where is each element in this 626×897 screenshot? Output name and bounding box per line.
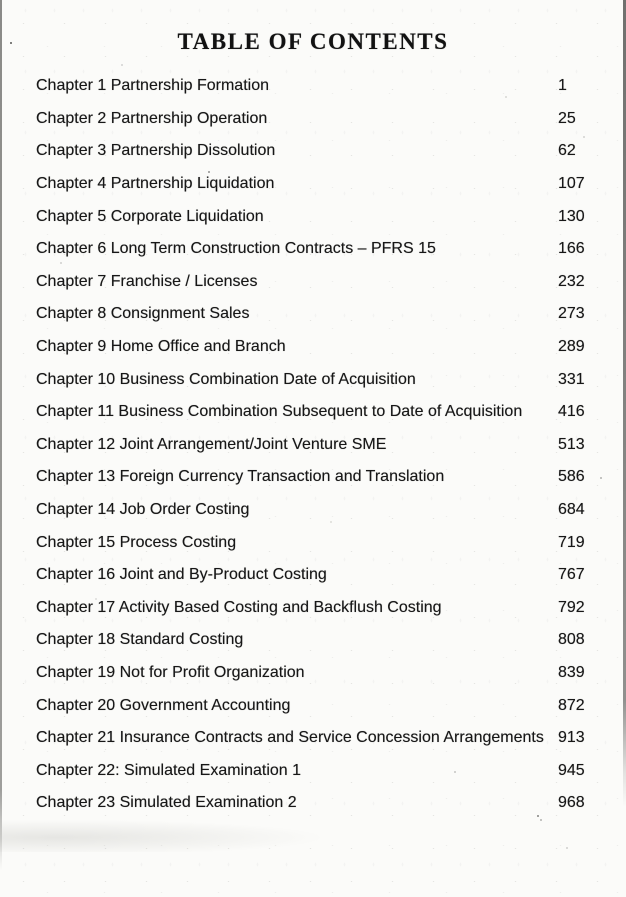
page-title: TABLE OF CONTENTS [177, 29, 449, 54]
toc-entry-label: Chapter 15 Process Costing [36, 533, 237, 551]
toc-entry-page: 839 [558, 663, 585, 681]
toc-entry-label: Chapter 9 Home Office and Branch [36, 338, 286, 356]
toc-entry-label: Chapter 4 Partnership Liquidation [36, 175, 275, 193]
scan-smudge [0, 820, 320, 852]
toc-entry-label: Chapter 22: Simulated Examination 1 [36, 761, 302, 779]
toc-entry-page: 273 [558, 305, 585, 323]
toc-entry-label: Chapter 6 Long Term Construction Contracts – PFRS 15 [36, 240, 436, 258]
toc-row [0, 200, 626, 233]
toc-entry-page: 416 [558, 403, 585, 421]
toc-entry-label: Chapter 10 Business Combination Date of Acquisition [36, 370, 416, 388]
toc-entry-label: Chapter 11 Business Combination Subsequent to Date of Acquisition [36, 403, 523, 421]
toc-entry-label: Chapter 3 Partnership Dissolution [36, 142, 276, 160]
toc-row [0, 592, 626, 625]
toc-row [0, 103, 626, 136]
toc-row [0, 233, 626, 266]
toc-entry-page: 107 [558, 175, 585, 193]
toc-entry-page: 719 [558, 533, 585, 551]
toc-row [0, 526, 626, 559]
toc-row [0, 461, 626, 494]
toc-entry-label: Chapter 14 Job Order Costing [36, 501, 250, 519]
toc-entry-page: 968 [558, 794, 585, 812]
toc-entry-page: 1 [558, 77, 567, 95]
toc-row [0, 559, 626, 592]
toc-row [0, 787, 626, 820]
toc-row [0, 722, 626, 755]
toc-entry-label: Chapter 8 Consignment Sales [36, 305, 250, 323]
toc-row [0, 429, 626, 462]
toc-entry-label: Chapter 16 Joint and By-Product Costing [36, 566, 327, 584]
toc-row [0, 363, 626, 396]
toc-entry-label: Chapter 7 Franchise / Licenses [36, 272, 258, 290]
toc-row [0, 168, 626, 201]
toc-row [0, 135, 626, 168]
toc-entry-page: 808 [558, 631, 585, 649]
toc-entry-page: 586 [558, 468, 585, 486]
toc-entry-page: 25 [558, 109, 576, 127]
toc-list [0, 70, 626, 820]
toc-row [0, 298, 626, 331]
toc-row [0, 657, 626, 690]
scan-specks [0, 0, 2, 2]
toc-entry-page: 513 [558, 435, 585, 453]
toc-entry-label: Chapter 5 Corporate Liquidation [36, 207, 264, 225]
toc-row [0, 396, 626, 429]
toc-entry-label: Chapter 18 Standard Costing [36, 631, 244, 649]
toc-entry-page: 684 [558, 501, 585, 519]
toc-row [0, 494, 626, 527]
toc-entry-page: 130 [558, 207, 585, 225]
toc-entry-page: 945 [558, 761, 585, 779]
toc-entry-label: Chapter 19 Not for Profit Organization [36, 663, 305, 681]
toc-row [0, 624, 626, 657]
toc-entry-page: 767 [558, 566, 585, 584]
toc-entry-page: 913 [558, 729, 585, 747]
toc-entry-label: Chapter 1 Partnership Formation [36, 77, 269, 95]
toc-entry-page: 232 [558, 272, 585, 290]
toc-entry-label: Chapter 23 Simulated Examination 2 [36, 794, 297, 812]
toc-row [0, 754, 626, 787]
toc-entry-label: Chapter 2 Partnership Operation [36, 109, 268, 127]
toc-entry-label: Chapter 20 Government Accounting [36, 696, 291, 714]
toc-entry-label: Chapter 13 Foreign Currency Transaction and Translation [36, 468, 445, 486]
toc-row [0, 70, 626, 103]
toc-row [0, 266, 626, 299]
toc-row [0, 331, 626, 364]
toc-row [0, 689, 626, 722]
toc-entry-page: 289 [558, 338, 585, 356]
toc-entry-page: 792 [558, 598, 585, 616]
toc-entry-label: Chapter 12 Joint Arrangement/Joint Venture SME [36, 435, 387, 453]
toc-entry-page: 62 [558, 142, 576, 160]
toc-entry-label: Chapter 17 Activity Based Costing and Backflush Costing [36, 598, 442, 616]
toc-entry-page: 872 [558, 696, 585, 714]
toc-entry-page: 331 [558, 370, 585, 388]
toc-entry-page: 166 [558, 240, 585, 258]
toc-entry-label: Chapter 21 Insurance Contracts and Service Concession Arrangements [36, 729, 544, 747]
